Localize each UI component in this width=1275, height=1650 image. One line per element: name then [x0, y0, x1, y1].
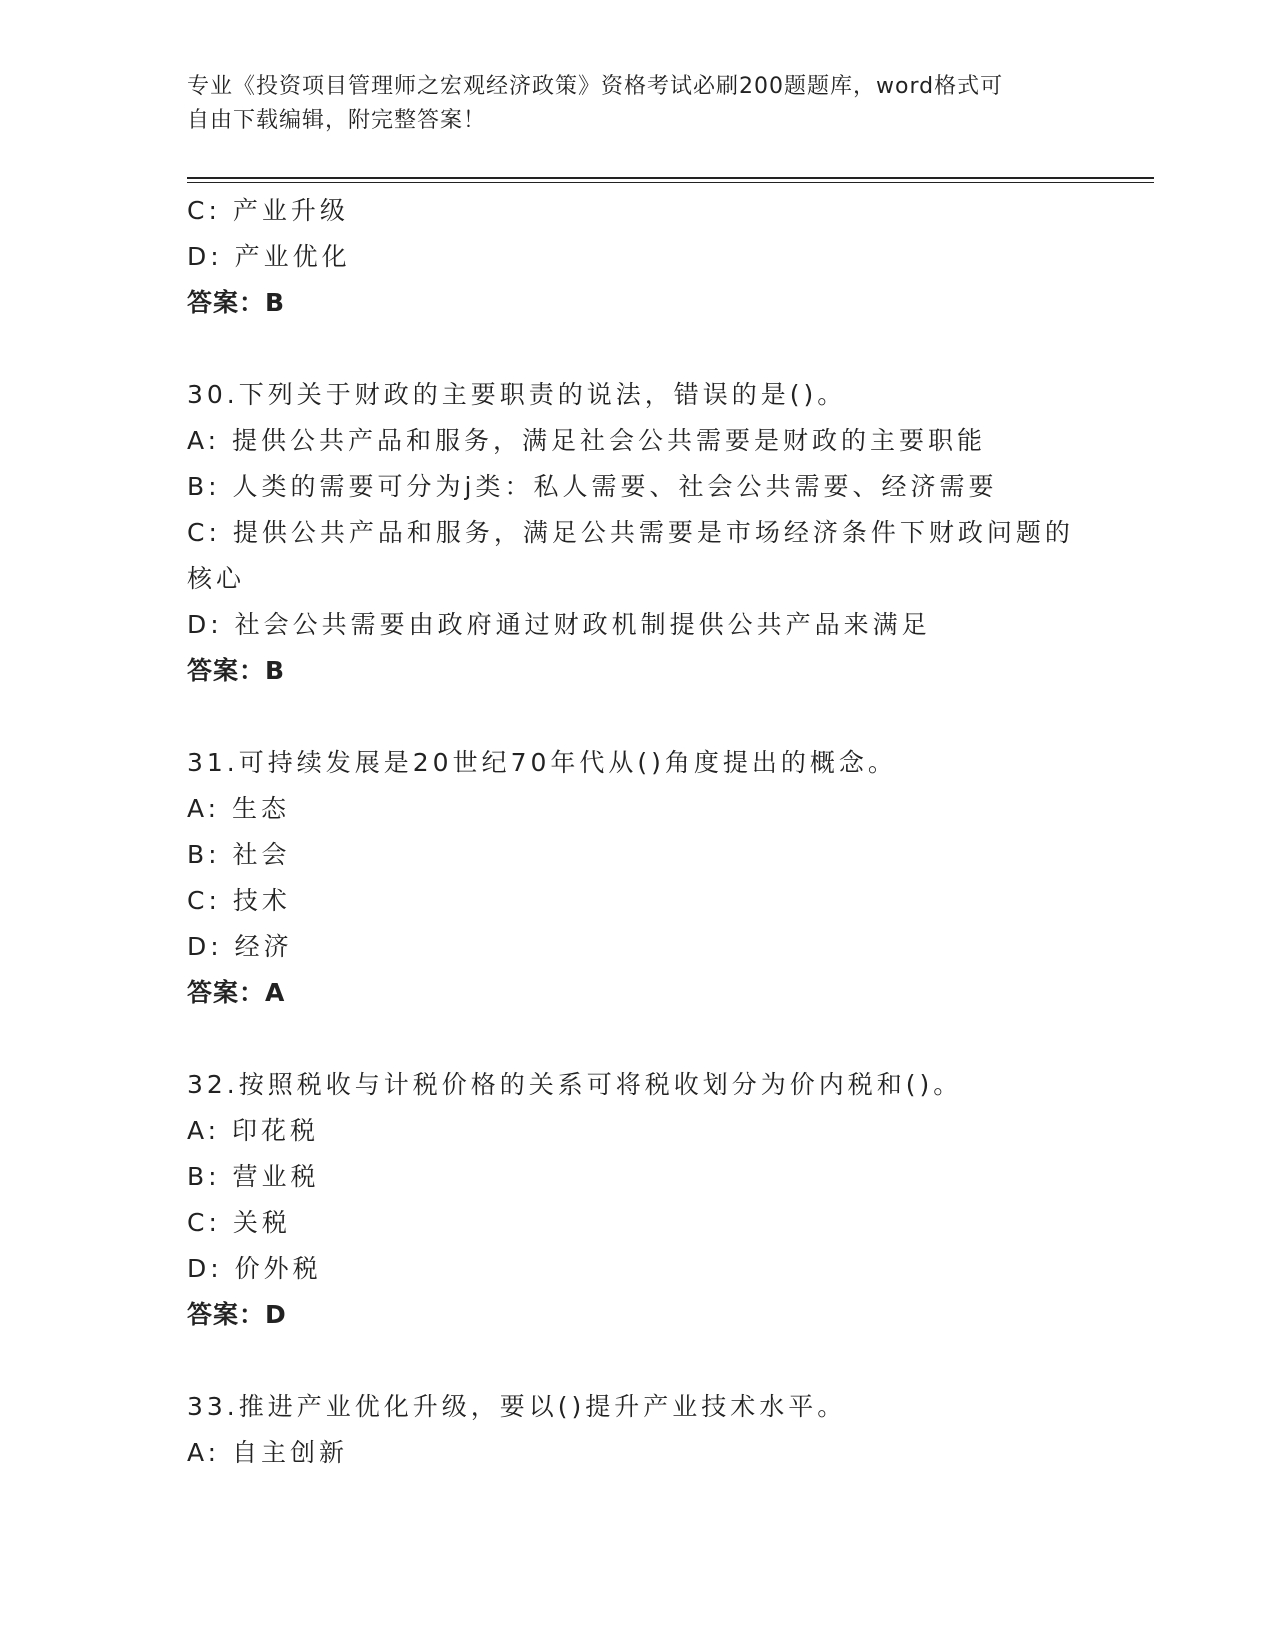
- question-stem: 31.可持续发展是20世纪70年代从()角度提出的概念。: [187, 748, 897, 777]
- spacer: [187, 694, 1087, 740]
- spacer: [187, 326, 1087, 372]
- option-line: A: 自主创新: [187, 1438, 349, 1467]
- option-line-continued: 核心: [187, 564, 246, 593]
- option-line: D: 经济: [187, 932, 293, 961]
- option-line: A: 提供公共产品和服务，满足社会公共需要是财政的主要职能: [187, 426, 987, 455]
- answer-line: 答案：A: [187, 978, 286, 1007]
- option-line: A: 生态: [187, 794, 291, 823]
- header-line-2: 自由下载编辑，附完整答案！: [187, 108, 487, 133]
- answer-line: 答案：B: [187, 288, 286, 317]
- question-stem: 32.按照税收与计税价格的关系可将税收划分为价内税和()。: [187, 1070, 963, 1099]
- header-rule-thick: [187, 177, 1154, 179]
- option-line: B: 社会: [187, 840, 291, 869]
- option-line: D: 社会公共需要由政府通过财政机制提供公共产品来满足: [187, 610, 931, 639]
- question-list: [187, 188, 1087, 1476]
- question-stem: 33.推进产业优化升级，要以()提升产业技术水平。: [187, 1392, 847, 1421]
- option-line: B: 人类的需要可分为j类：私人需要、社会公共需要、经济需要: [187, 472, 998, 501]
- answer-line: 答案：D: [187, 1300, 287, 1329]
- option-line: B: 营业税: [187, 1162, 320, 1191]
- option-line: A: 印花税: [187, 1116, 320, 1145]
- option-line: C: 关税: [187, 1208, 291, 1237]
- page-header: [187, 70, 1087, 138]
- option-line: C: 提供公共产品和服务，满足公共需要是市场经济条件下财政问题的: [187, 518, 1074, 547]
- header-line-1: 专业《投资项目管理师之宏观经济政策》资格考试必刷200题题库，word格式可: [187, 74, 1004, 99]
- spacer: [187, 1016, 1087, 1062]
- answer-line: 答案：B: [187, 656, 286, 685]
- option-line: C: 产业升级: [187, 196, 349, 225]
- header-rule-thin: [187, 182, 1154, 183]
- question-stem: 30.下列关于财政的主要职责的说法，错误的是()。: [187, 380, 847, 409]
- option-line: D: 价外税: [187, 1254, 322, 1283]
- option-line: D: 产业优化: [187, 242, 351, 271]
- option-line: C: 技术: [187, 886, 291, 915]
- spacer: [187, 1338, 1087, 1384]
